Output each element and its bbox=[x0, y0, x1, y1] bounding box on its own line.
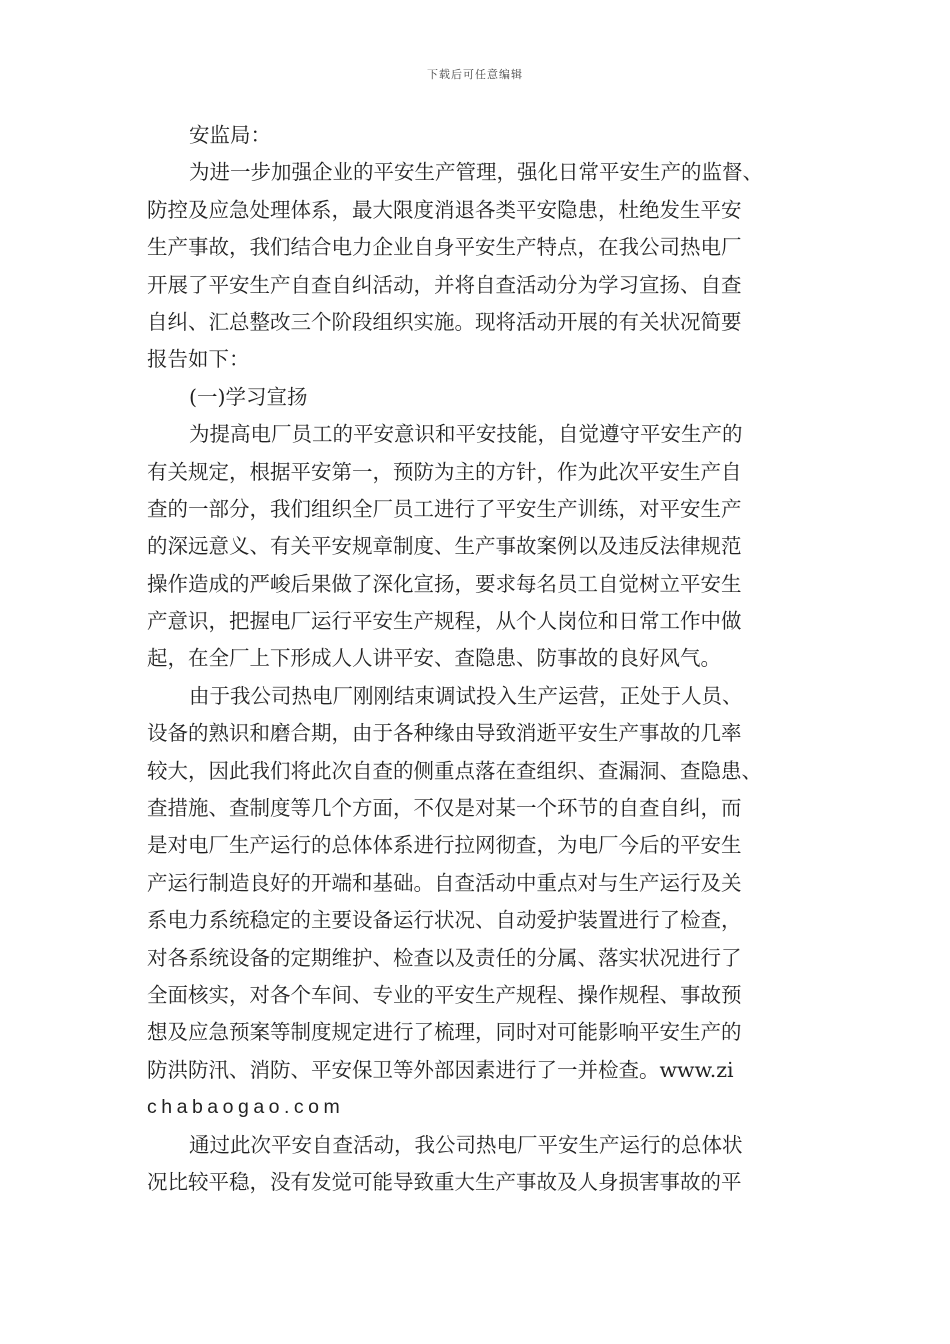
body-line: 报告如下： bbox=[147, 347, 250, 372]
document-body bbox=[147, 117, 817, 1201]
page-header: 下载后可任意编辑 bbox=[427, 68, 523, 81]
body-line: 起，在全厂上下形成人人讲平安、查隐患、防事故的良好风气。 bbox=[147, 646, 721, 671]
body-line: 防洪防汛、消防、平安保卫等外部因素进行了一并检查。www.zi bbox=[147, 1057, 734, 1082]
body-line: 全面核实，对各个车间、专业的平安生产规程、操作规程、事故预 bbox=[147, 982, 742, 1007]
body-line: 系电力系统稳定的主要设备运行状况、自动爱护装置进行了检查， bbox=[147, 908, 742, 933]
body-line: 产意识，把握电厂运行平安生产规程，从个人岗位和日常工作中做 bbox=[147, 609, 742, 634]
body-line: 较大，因此我们将此次自查的侧重点落在查组织、查漏洞、查隐患、 bbox=[147, 758, 762, 783]
body-line: 操作造成的严峻后果做了深化宣扬，要求每名员工自觉树立平安生 bbox=[147, 571, 742, 596]
section-heading: (一)学习宣扬 bbox=[189, 384, 308, 409]
body-line: 为提高电厂员工的平安意识和平安技能，自觉遵守平安生产的 bbox=[189, 422, 743, 447]
body-line: 防控及应急处理体系，最大限度消退各类平安隐患，杜绝发生平安 bbox=[147, 197, 742, 222]
body-line: 通过此次平安自查活动，我公司热电厂平安生产运行的总体状 bbox=[189, 1132, 743, 1157]
body-line: 的深远意义、有关平安规章制度、生产事故案例以及违反法律规范 bbox=[147, 534, 742, 559]
body-line: 查措施、查制度等几个方面，不仅是对某一个环节的自查自纠，而 bbox=[147, 796, 742, 821]
body-line: 想及应急预案等制度规定进行了梳理，同时对可能影响平安生产的 bbox=[147, 1020, 742, 1045]
body-line: 设备的熟识和磨合期，由于各种缘由导致消逝平安生产事故的几率 bbox=[147, 721, 742, 746]
body-line: 是对电厂生产运行的总体体系进行拉网彻查，为电厂今后的平安生 bbox=[147, 833, 742, 858]
body-line: 产运行制造良好的开端和基础。自查活动中重点对与生产运行及关 bbox=[147, 870, 742, 895]
body-line-url: chabaogao.com bbox=[147, 1096, 345, 1119]
body-line: 况比较平稳，没有发觉可能导致重大生产事故及人身损害事故的平 bbox=[147, 1169, 742, 1194]
body-line: 由于我公司热电厂刚刚结束调试投入生产运营，正处于人员、 bbox=[189, 683, 743, 708]
body-line: 开展了平安生产自查自纠活动，并将自查活动分为学习宣扬、自查 bbox=[147, 272, 742, 297]
body-line: 自纠、汇总整改三个阶段组织实施。现将活动开展的有关状况简要 bbox=[147, 309, 742, 334]
body-line: 生产事故，我们结合电力企业自身平安生产特点，在我公司热电厂 bbox=[147, 235, 742, 260]
body-line: 安监局： bbox=[189, 123, 271, 147]
body-line: 查的一部分，我们组织全厂员工进行了平安生产训练，对平安生产 bbox=[147, 496, 742, 521]
body-line: 对各系统设备的定期维护、检查以及责任的分属、落实状况进行了 bbox=[147, 945, 742, 970]
body-line: 为进一步加强企业的平安生产管理，强化日常平安生产的监督、 bbox=[189, 160, 763, 185]
body-line: 有关规定，根据平安第一，预防为主的方针，作为此次平安生产自 bbox=[147, 459, 742, 484]
